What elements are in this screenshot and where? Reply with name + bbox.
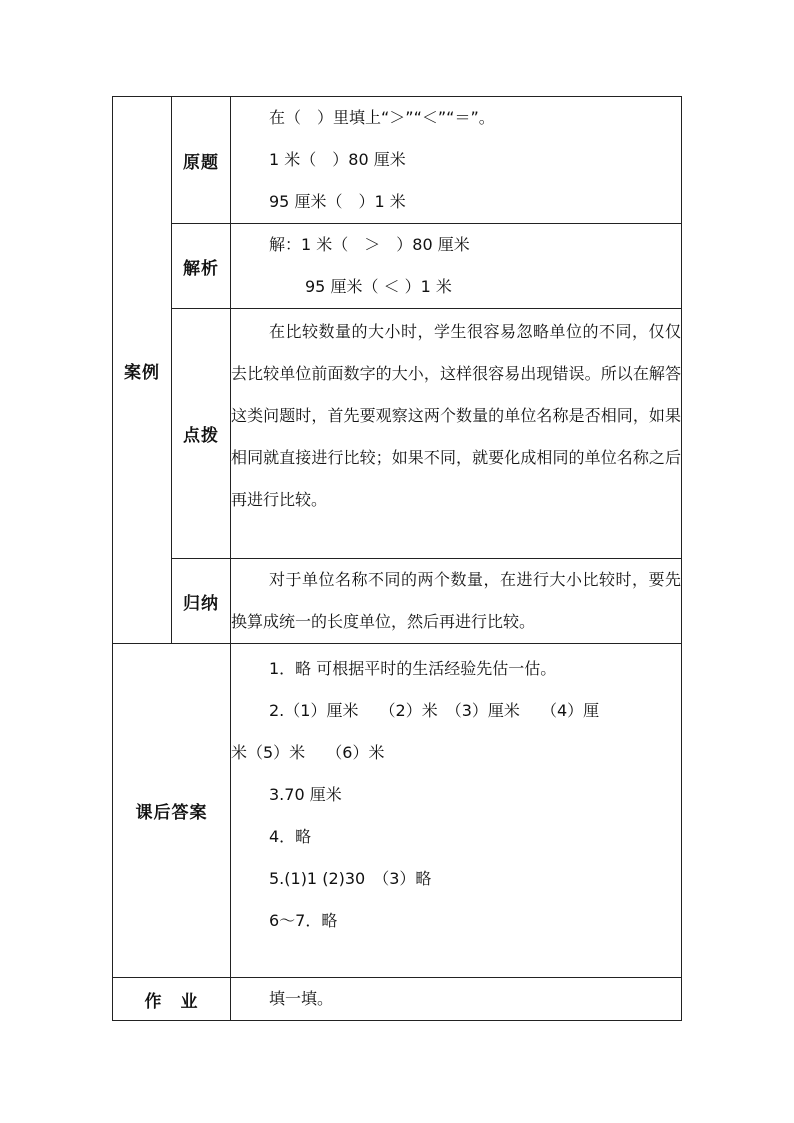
homework-text: 填一填。 — [269, 989, 334, 1008]
answer-2: 2.（1）厘米 （2）米 （3）厘米 （4）厘 — [269, 701, 600, 720]
tips-row — [113, 309, 682, 559]
tips-content — [231, 309, 682, 559]
answer-5: 5.(1)1 (2)30 （3）略 — [269, 869, 432, 888]
answer-2-continued: 米（5）米 （6）米 — [231, 743, 385, 762]
summary-label: 归纳 — [172, 559, 231, 644]
summary-paragraph: 对于单位名称不同的两个数量，在进行大小比较时，要先换算成统一的长度单位，然后再进行比较。 — [231, 570, 681, 631]
summary-content — [231, 559, 682, 644]
original-problem-content — [231, 97, 682, 224]
homework-content — [231, 978, 682, 1021]
analysis-line-1: 解：1 米（ ＞ ）80 厘米 — [269, 235, 470, 254]
original-problem-label: 原题 — [172, 97, 231, 224]
lesson-table — [112, 96, 682, 1021]
analysis-line-2: 95 厘米（ ＜ ）1 米 — [305, 277, 452, 296]
analysis-label: 解析 — [172, 224, 231, 309]
answers-label: 课后答案 — [113, 644, 231, 978]
original-problem-instruction: 在（ ）里填上“＞”“＜”“＝”。 — [269, 108, 495, 127]
answers-content — [231, 644, 682, 978]
answers-row — [113, 644, 682, 978]
summary-row — [113, 559, 682, 644]
analysis-row — [113, 224, 682, 309]
answer-6-7: 6～7．略 — [269, 911, 338, 930]
homework-label: 作 业 — [113, 978, 231, 1021]
tips-paragraph: 在比较数量的大小时，学生很容易忽略单位的不同，仅仅去比较单位前面数字的大小，这样很容易出现错误。所以在解答这类问题时，首先要观察这两个数量的单位名称是否相同，如果相同就直接进行比较；如果不同，就要化成相同的单位名称之后再进行比较。 — [231, 322, 681, 509]
case-label: 案例 — [113, 97, 172, 644]
tips-label: 点拨 — [172, 309, 231, 559]
answer-4: 4．略 — [269, 827, 312, 846]
homework-row — [113, 978, 682, 1021]
answer-3: 3.70 厘米 — [269, 785, 342, 804]
original-problem-row — [113, 97, 682, 224]
analysis-content — [231, 224, 682, 309]
original-problem-item-2: 95 厘米（ ）1 米 — [269, 192, 406, 211]
answer-1: 1．略 可根据平时的生活经验先估一估。 — [269, 659, 557, 678]
original-problem-item-1: 1 米（ ）80 厘米 — [269, 150, 406, 169]
